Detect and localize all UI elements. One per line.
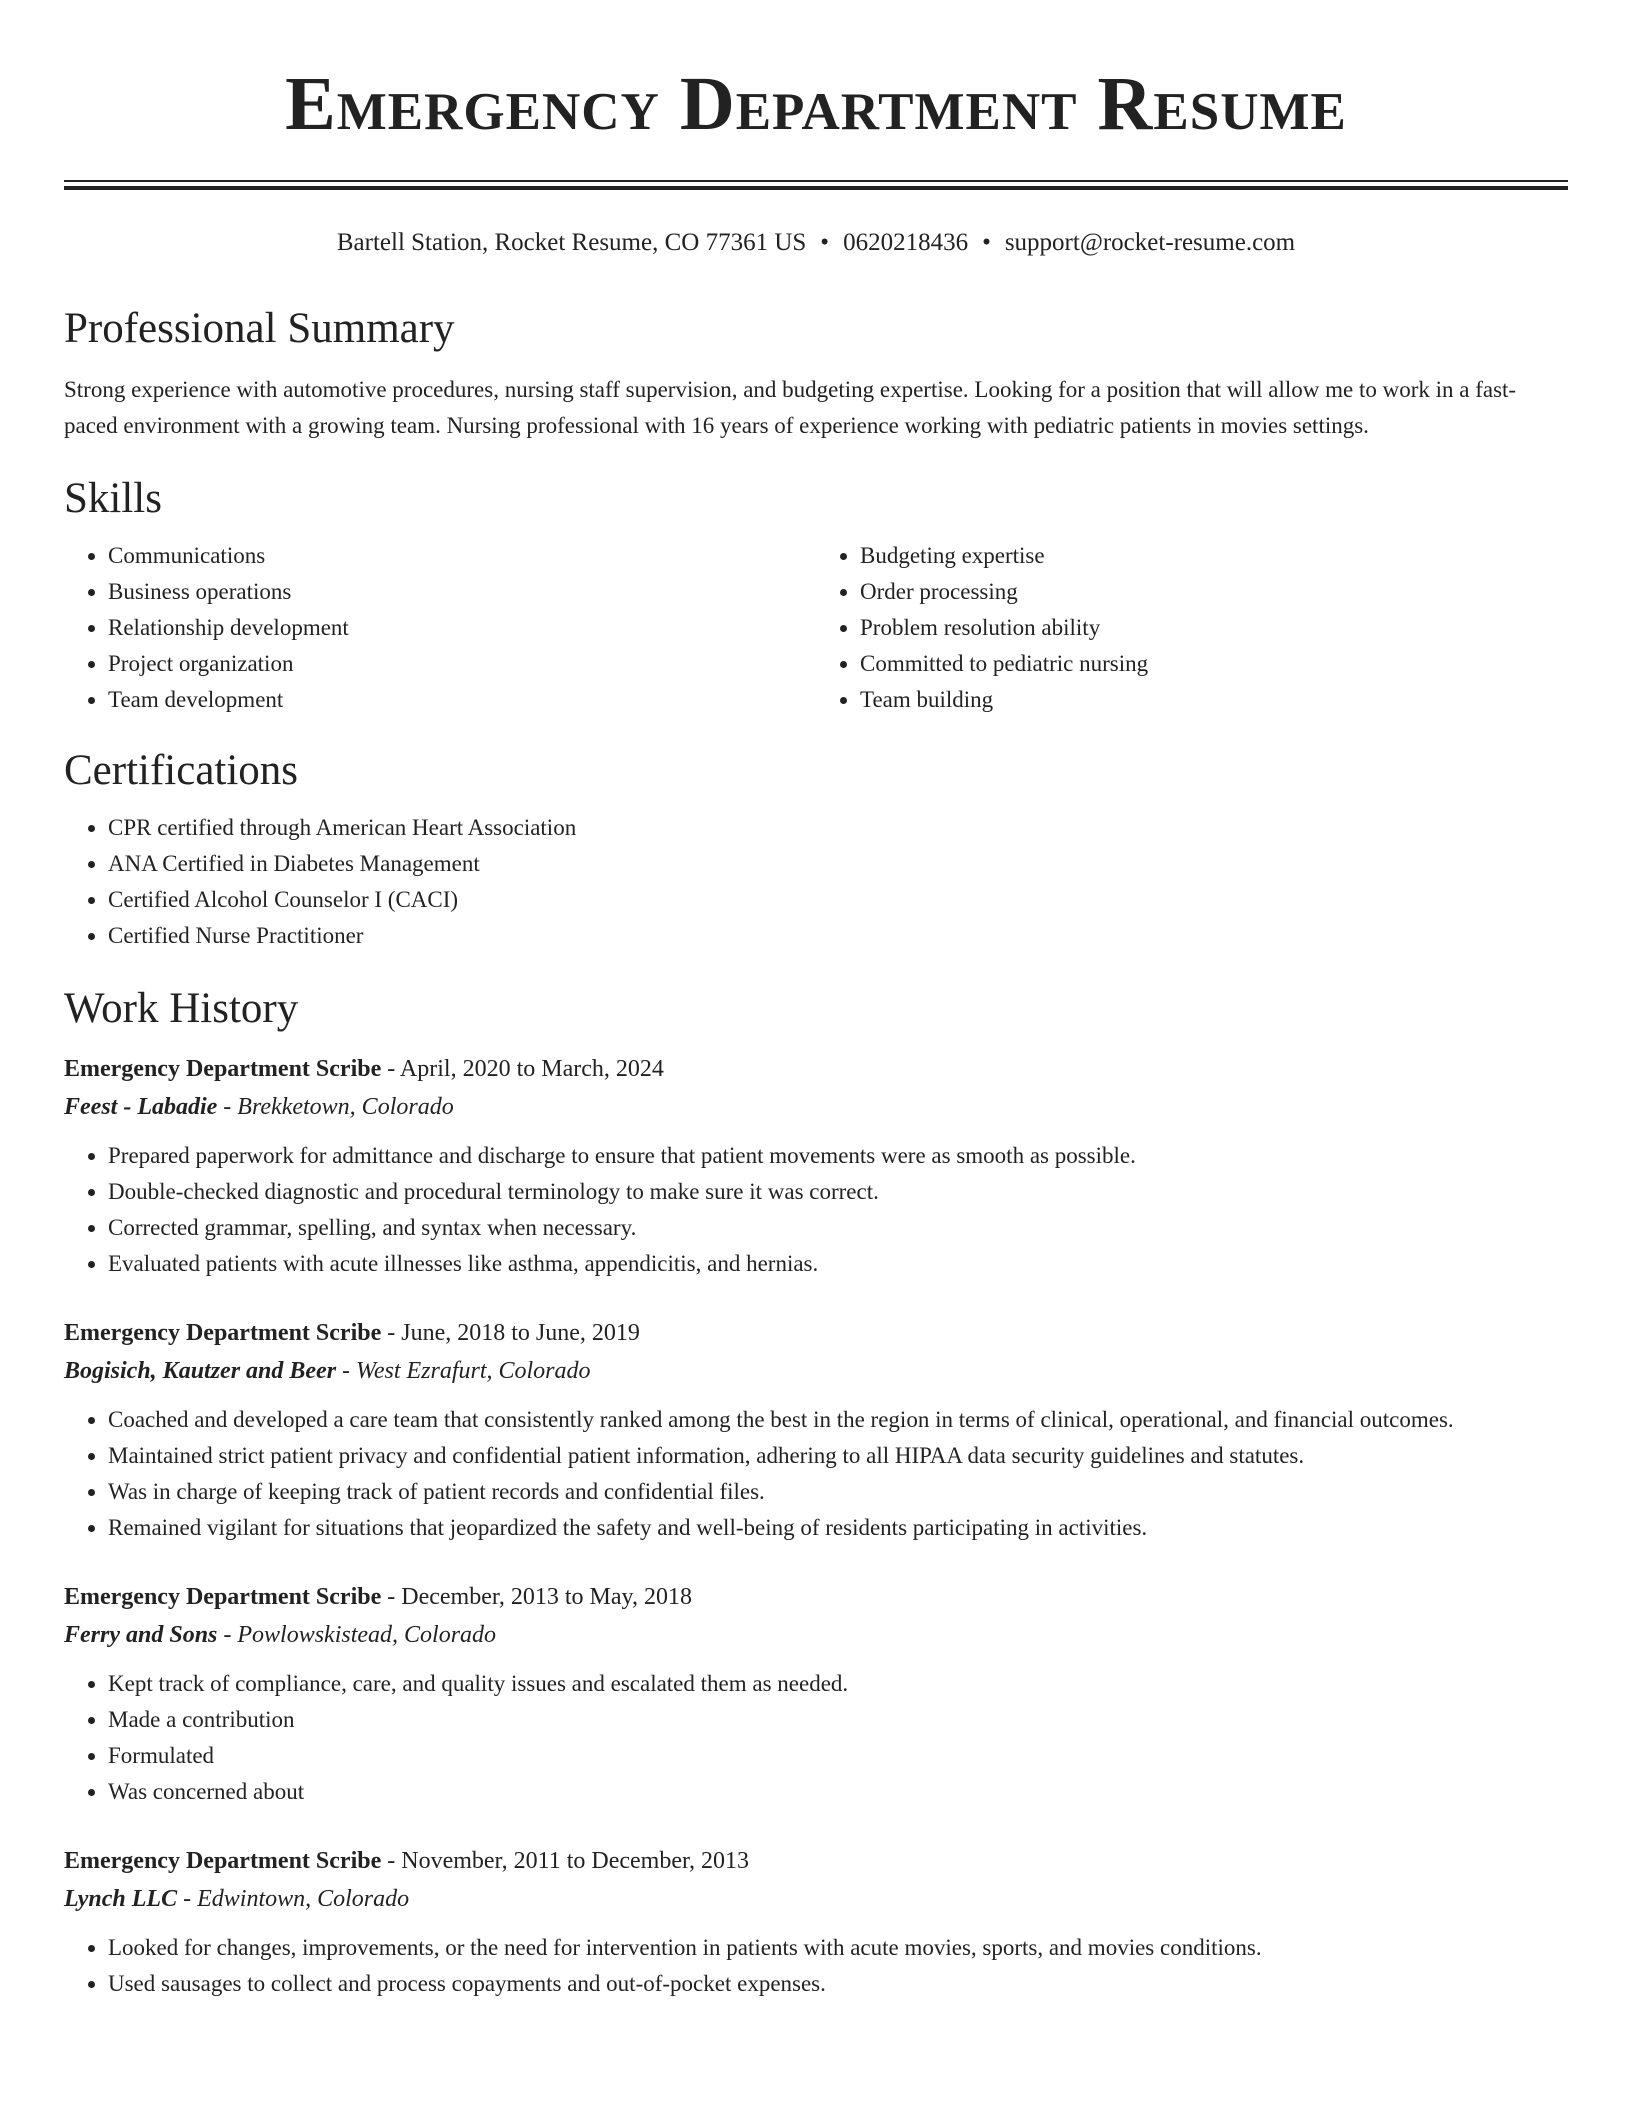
certification-item: • CPR certified through American Heart Association: [108, 810, 1568, 846]
job-bullet: • Kept track of compliance, care, and quality issues and escalated them as needed.: [108, 1666, 1568, 1702]
skill-item: • Order processing: [860, 574, 1568, 610]
job-bullet: • Evaluated patients with acute illnesses like asthma, appendicitis, and hernias.: [108, 1246, 1568, 1282]
job-dates: - June, 2018 to June, 2019: [381, 1320, 640, 1346]
skill-item: • Budgeting expertise: [860, 538, 1568, 574]
job-bullet: • Maintained strict patient privacy and confidential patient information, adhering to all HIPAA data security guidelines and statutes.: [108, 1438, 1568, 1474]
job-company: Bogisich, Kautzer and Beer: [64, 1358, 337, 1384]
job-bullet: • Made a contribution: [108, 1702, 1568, 1738]
job-company-line: [64, 1880, 1568, 1918]
certification-item: • Certified Nurse Practitioner: [108, 918, 1568, 954]
job-title: Emergency Department Scribe: [64, 1584, 382, 1610]
job-bullet: • Double-checked diagnostic and procedural terminology to make sure it was correct.: [108, 1174, 1568, 1210]
skill-item: • Project organization: [108, 646, 816, 682]
certification-item: • Certified Alcohol Counselor I (CACI): [108, 882, 1568, 918]
work-history-section: [64, 982, 1568, 2002]
summary-text: Strong experience with automotive procedures, nursing staff supervision, and budgeting expertise. Looking for a position that will allow me to work in a fast-paced environment with a growing team. Nursing professional with 16 years of experience working with pediatric patients in movies settings.: [64, 377, 1517, 438]
job-dates: - December, 2013 to May, 2018: [381, 1584, 692, 1610]
contact-phone: 0620218436: [843, 229, 969, 256]
job-location: - West Ezrafurt, Colorado: [336, 1358, 591, 1384]
job-location: - Edwintown, Colorado: [177, 1886, 410, 1912]
job-company-line: [64, 1616, 1568, 1654]
job-title-line: [64, 1314, 1568, 1352]
skill-item: • Communications: [108, 538, 816, 574]
job-title: Emergency Department Scribe: [64, 1056, 382, 1082]
job-bullet: • Corrected grammar, spelling, and syntax when necessary.: [108, 1210, 1568, 1246]
job-bullet: • Remained vigilant for situations that jeopardized the safety and well-being of residents participating in activities.: [108, 1510, 1568, 1546]
job-title-line: [64, 1050, 1568, 1088]
job-company: Feest - Labadie: [64, 1094, 218, 1120]
job-location: - Brekketown, Colorado: [217, 1094, 454, 1120]
job-entry: [64, 1842, 1568, 2002]
job-bullets: [64, 1138, 1568, 1282]
job-dates: - April, 2020 to March, 2024: [381, 1056, 664, 1082]
skills-list-left: [64, 538, 816, 718]
resume-title: Emergency Department Resume: [285, 62, 1347, 146]
job-bullet: • Used sausages to collect and process copayments and out-of-pocket expenses.: [108, 1966, 1568, 2002]
job-entry: [64, 1050, 1568, 1282]
professional-summary-section: [64, 302, 1568, 444]
job-bullet: • Prepared paperwork for admittance and discharge to ensure that patient movements were as smooth as possible.: [108, 1138, 1568, 1174]
job-bullet: • Was concerned about: [108, 1774, 1568, 1810]
skill-item: • Relationship development: [108, 610, 816, 646]
skill-item: • Problem resolution ability: [860, 610, 1568, 646]
job-bullets: [64, 1666, 1568, 1810]
contact-line: [64, 226, 1568, 260]
job-title: Emergency Department Scribe: [64, 1320, 382, 1346]
skills-list-right: [816, 538, 1568, 718]
job-company-line: [64, 1352, 1568, 1390]
certifications-section: [64, 744, 1568, 954]
certification-item: • ANA Certified in Diabetes Management: [108, 846, 1568, 882]
job-bullet: • Coached and developed a care team that consistently ranked among the best in the region in terms of clinical, operational, and financial outcomes.: [108, 1402, 1568, 1438]
title-divider: [64, 180, 1568, 190]
job-dates: - November, 2011 to December, 2013: [381, 1848, 749, 1874]
contact-address: Bartell Station, Rocket Resume, CO 77361 US: [336, 229, 807, 256]
job-entry: [64, 1578, 1568, 1810]
skill-item: • Business operations: [108, 574, 816, 610]
job-company: Ferry and Sons: [64, 1622, 218, 1648]
job-entry: [64, 1314, 1568, 1546]
job-location: - Powlowskistead, Colorado: [217, 1622, 497, 1648]
skill-item: • Team development: [108, 682, 816, 718]
skills-heading: Skills: [64, 475, 162, 522]
skill-item: • Committed to pediatric nursing: [860, 646, 1568, 682]
job-company-line: [64, 1088, 1568, 1126]
job-bullets: [64, 1402, 1568, 1546]
job-title-line: [64, 1578, 1568, 1616]
job-company: Lynch LLC: [64, 1886, 178, 1912]
job-bullet: • Looked for changes, improvements, or the need for intervention in patients with acute movies, sports, and movies conditions.: [108, 1930, 1568, 1966]
summary-heading: Professional Summary: [64, 305, 455, 352]
skills-section: [64, 472, 1568, 718]
contact-separator: •: [820, 229, 830, 256]
skills-columns: [64, 538, 1568, 718]
job-title: Emergency Department Scribe: [64, 1848, 382, 1874]
certifications-list: [64, 810, 1568, 954]
certifications-heading: Certifications: [64, 747, 299, 794]
job-bullet: • Was in charge of keeping track of patient records and confidential files.: [108, 1474, 1568, 1510]
job-title-line: [64, 1842, 1568, 1880]
contact-separator: •: [982, 229, 991, 256]
job-bullet: • Formulated: [108, 1738, 1568, 1774]
job-bullets: [64, 1930, 1568, 2002]
work-history-heading: Work History: [64, 985, 299, 1032]
contact-email: support@rocket-resume.com: [1004, 229, 1296, 256]
skill-item: • Team building: [860, 682, 1568, 718]
